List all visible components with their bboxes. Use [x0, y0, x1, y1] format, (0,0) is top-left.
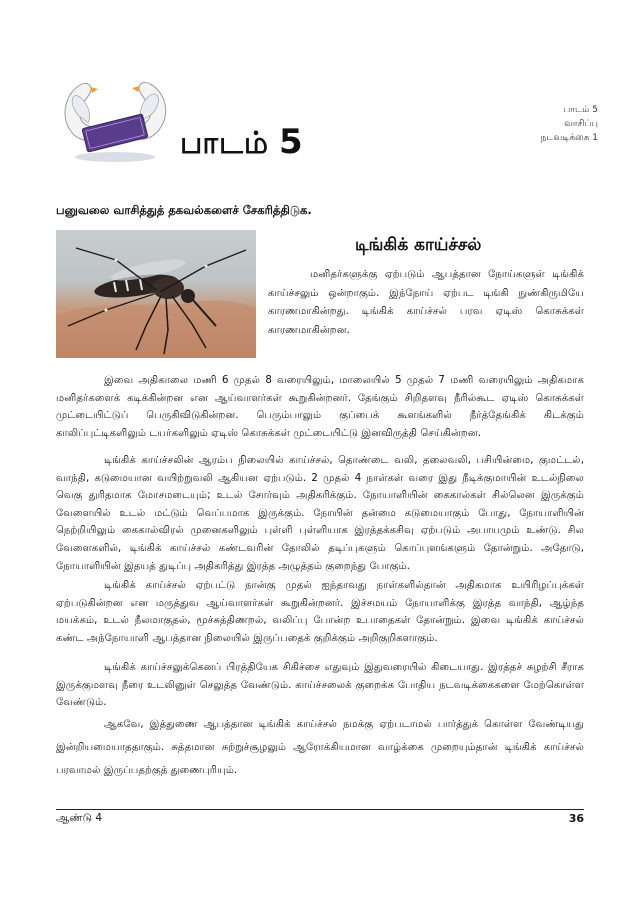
mosquito-photo: [56, 230, 256, 358]
instruction-text: பனுவலை வாசித்துத் தகவல்களைச் சேகரித்திடுக.: [56, 203, 312, 217]
page-number: 36: [568, 812, 584, 825]
paragraph-text: டிங்கிக் காய்ச்சலுக்கெனப் பிரத்தியேக சிகிச்சை எதுவும் இதுவரையில் கிடையாது. இரத்தச் சுழற்சி சீராக இருக்குமளவு நீரை உடலினுள் செலுத்த வேண்டும். காய்ச்சலைக் குறைக்க போதிய நடவடிக்கைகளை மேற்கொள்ள வேண்டும்.: [56, 662, 584, 709]
paragraph-text: இவை அதிகாலை மணி 6 முதல் 8 வரையிலும், மாலையில் 5 முதல் 7 மணி வரையிலும் அதிகமாக மனிதர்களைக் கடிக்கின்றன என ஆய்வாளர்கள் கூறுகின்றனர். தேங்கும் சிறிதளவு நீரில்கூட ஏடிஸ் கொசுக்கள் முட்டையிட்டுப் பெருகிவிடுகின்றன. பெரும்பாலும் குப்பைக் கூளங்களில் நீர்த்தேங்கிக் கிடக்கும் காலிப்புட்டிகளிலும் டயர்களிலும் ஏடிஸ் கொசுக்கள் முட்டையிட்டு இனவிருத்தி செய்கின்றன.: [56, 375, 584, 439]
corner-lesson: பாடம் 5: [563, 105, 598, 115]
lesson-label: பாடம்: [180, 126, 270, 161]
article-title: டிங்கிக் காய்ச்சல்: [355, 235, 482, 255]
footer-divider: [56, 809, 584, 810]
footer-grade: ஆண்டு 4: [56, 812, 103, 824]
paragraph: [56, 372, 584, 442]
intro-text: மனிதர்களுக்கு ஏற்படும் ஆபத்தான நோய்களுள் டிங்கிக் காய்ச்சலும் ஒன்றாகும். இந்நோய் ஏற்பட டிங்கி நுண்கிருமியே காரணமாகின்றது. டிங்கிக் காய்ச்சல் பரவ ஏடிஸ் கொசுக்கள் காரணமாகின்றன.: [268, 269, 584, 336]
paragraph: [56, 659, 584, 712]
lesson-title: [180, 122, 304, 165]
corner-activity: நடவடிக்கை 1: [540, 133, 598, 143]
paragraph-text: டிங்கிக் காய்ச்சலின் ஆரம்ப நிலையில் காய்ச்சல், தொண்டை வலி, தலைவலி, பசியின்மை, குமட்டல், வாந்தி, கடுமையான வயிற்றுவலி ஆகியன ஏற்படும். 2 முதல் 4 நாள்கள் வரை இது நீடிக்குமாயின் உடல்நிலை வெகு துரிதமாக மோசமடையும்; உடல் சோர்வும் அதிகரிக்கும். நோயாளியின் கைகால்கள் சில்லென இருக்கும் வேளையில் உடல் மட்டும் வெப்பமாக இருக்கும். நோயின் தன்மை கடுமையாகும் போது, நோயாளியின் நெற்றியிலும் கைகால்விரல் முனைகளிலும் புள்ளி புள்ளியாக இரத்தக்கசிவு ஏற்படும் அபாயமும் உண்டு. சில வேளைகளில், டிங்கிக் காய்ச்சல் கண்டவரின் தோலில் தடிப்புகளும் கொப்புளங்களும் தோன்றும். அதோடு, நோயாளியின் இதயத் துடிப்பு அதிகரித்து இரத்த அழுத்தம் குறைந்து போகும்.: [56, 455, 584, 572]
paragraph: [56, 452, 584, 575]
paragraph-text: டிங்கிக் காய்ச்சல் ஏற்பட்டு நான்கு முதல் ஐந்தாவது நாள்களில்தான் அதிகமாக உயிரிழப்புக்கள் ஏற்படுகின்றன என மருத்துவ ஆய்வாளர்கள் கூறுகின்றனர். இச்சமயம் நோயாளிக்கு இரத்த வாந்தி, ஆழ்ந்த மயக்கம், உடல் நீலமாகுதல், மூச்சுத்திணறல், வலிப்பு போன்ற உபாதைகள் தோன்றும். இவை டிங்கிக் காய்ச்சல் கண்ட அந்நோயாளி ஆபத்தான நிலையில் இருப்பதைக் குறிக்கும் அறிகுறிகளாகும்.: [56, 580, 584, 644]
swan-logo-icon: [58, 75, 173, 165]
corner-skill: வாசிப்பு: [564, 119, 598, 129]
lesson-corner-info: [541, 103, 598, 145]
paragraph-text: ஆகவே, இத்துணை ஆபத்தான டிங்கிக் காய்ச்சல் நமக்கு ஏற்படாமல் பார்த்துக் கொள்ள வேண்டியது இன்றியமையாததாகும். சுத்தமான சுற்றுச்சூழலும் ஆரோக்கியமான வாழ்க்கை முறையும்தான் டிங்கிக் காய்ச்சல் பரவாமல் இருப்பதற்குத் துணைபுரியும்.: [56, 719, 584, 776]
paragraph: [56, 713, 584, 782]
lesson-number: 5: [279, 122, 304, 162]
intro-paragraph: [268, 266, 584, 340]
paragraph: [56, 577, 584, 647]
